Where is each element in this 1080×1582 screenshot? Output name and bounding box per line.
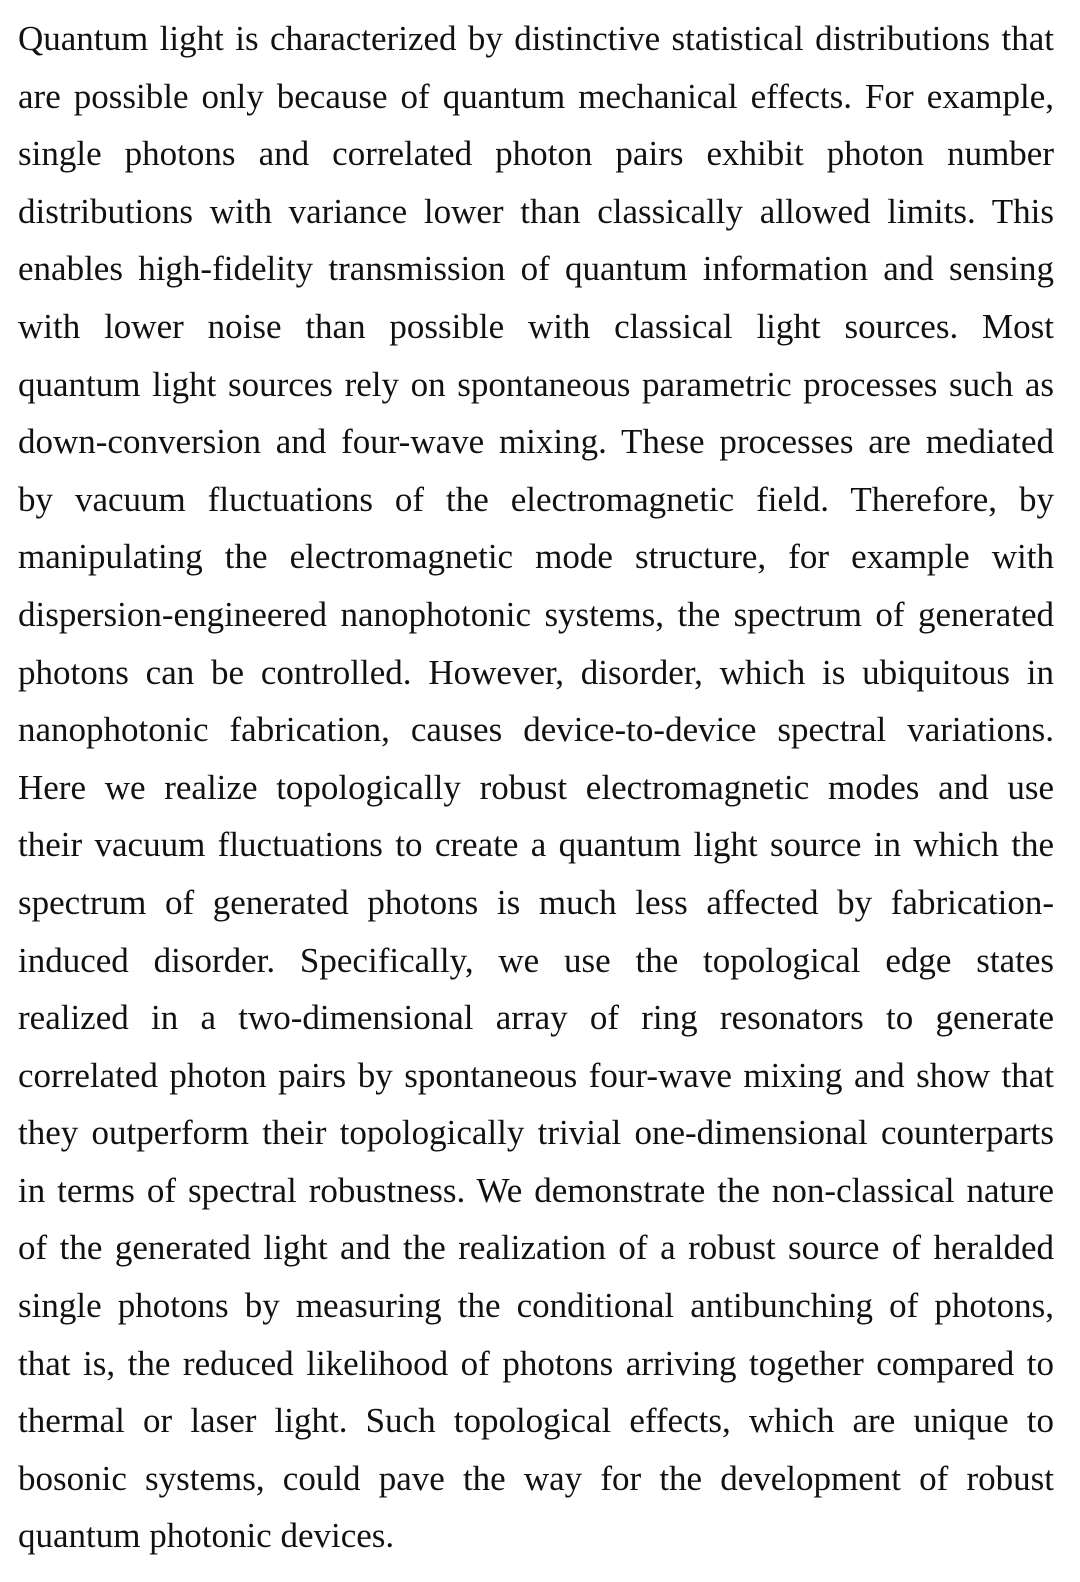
text-line: Here we realize topologically robust electromagnetic modes and use bbox=[18, 767, 1054, 807]
text-line: Quantum light is characterized by distinctive statistical distributions that bbox=[18, 19, 1054, 58]
text-line: induced disorder. Specifically, we use the topological edge states bbox=[18, 940, 1054, 980]
text-line: down-conversion and four-wave mixing. These processes are mediated bbox=[18, 422, 1054, 462]
text-line: in terms of spectral robustness. We demonstrate the non-classical nature bbox=[18, 1170, 1054, 1210]
text-line: distributions with variance lower than classically allowed limits. This bbox=[18, 191, 1054, 231]
text-line: single photons by measuring the conditional antibunching of photons, bbox=[18, 1286, 1054, 1326]
text-line: are possible only because of quantum mechanical effects. For example, bbox=[18, 76, 1054, 116]
text-line: enables high-fidelity transmission of quantum information and sensing bbox=[18, 249, 1054, 289]
text-line: their vacuum fluctuations to create a quantum light source in which the bbox=[18, 825, 1054, 865]
text-line: quantum photonic devices. bbox=[18, 1516, 395, 1556]
text-line: dispersion-engineered nanophotonic systems, the spectrum of generated bbox=[18, 594, 1054, 634]
text-line: quantum light sources rely on spontaneous parametric processes such as bbox=[18, 364, 1054, 404]
text-line: that is, the reduced likelihood of photons arriving together compared to bbox=[18, 1343, 1054, 1383]
text-line: of the generated light and the realization of a robust source of heralded bbox=[18, 1228, 1054, 1268]
text-line: manipulating the electromagnetic mode structure, for example with bbox=[18, 537, 1054, 577]
text-line: by vacuum fluctuations of the electromagnetic field. Therefore, by bbox=[18, 479, 1054, 519]
text-line: correlated photon pairs by spontaneous four-wave mixing and show that bbox=[18, 1055, 1054, 1095]
text-line: realized in a two-dimensional array of ring resonators to generate bbox=[18, 998, 1054, 1038]
text-line: bosonic systems, could pave the way for the development of robust bbox=[18, 1458, 1054, 1498]
abstract-paragraph bbox=[18, 10, 1054, 1565]
text-line: single photons and correlated photon pairs exhibit photon number bbox=[18, 134, 1054, 174]
text-line: spectrum of generated photons is much less affected by fabrication- bbox=[18, 882, 1054, 922]
text-line: with lower noise than possible with classical light sources. Most bbox=[18, 306, 1054, 346]
text-line: thermal or laser light. Such topological effects, which are unique to bbox=[18, 1401, 1054, 1441]
text-line: nanophotonic fabrication, causes device-to-device spectral variations. bbox=[18, 710, 1054, 750]
text-line: photons can be controlled. However, disorder, which is ubiquitous in bbox=[18, 652, 1054, 692]
text-line: they outperform their topologically trivial one-dimensional counterparts bbox=[18, 1113, 1054, 1153]
